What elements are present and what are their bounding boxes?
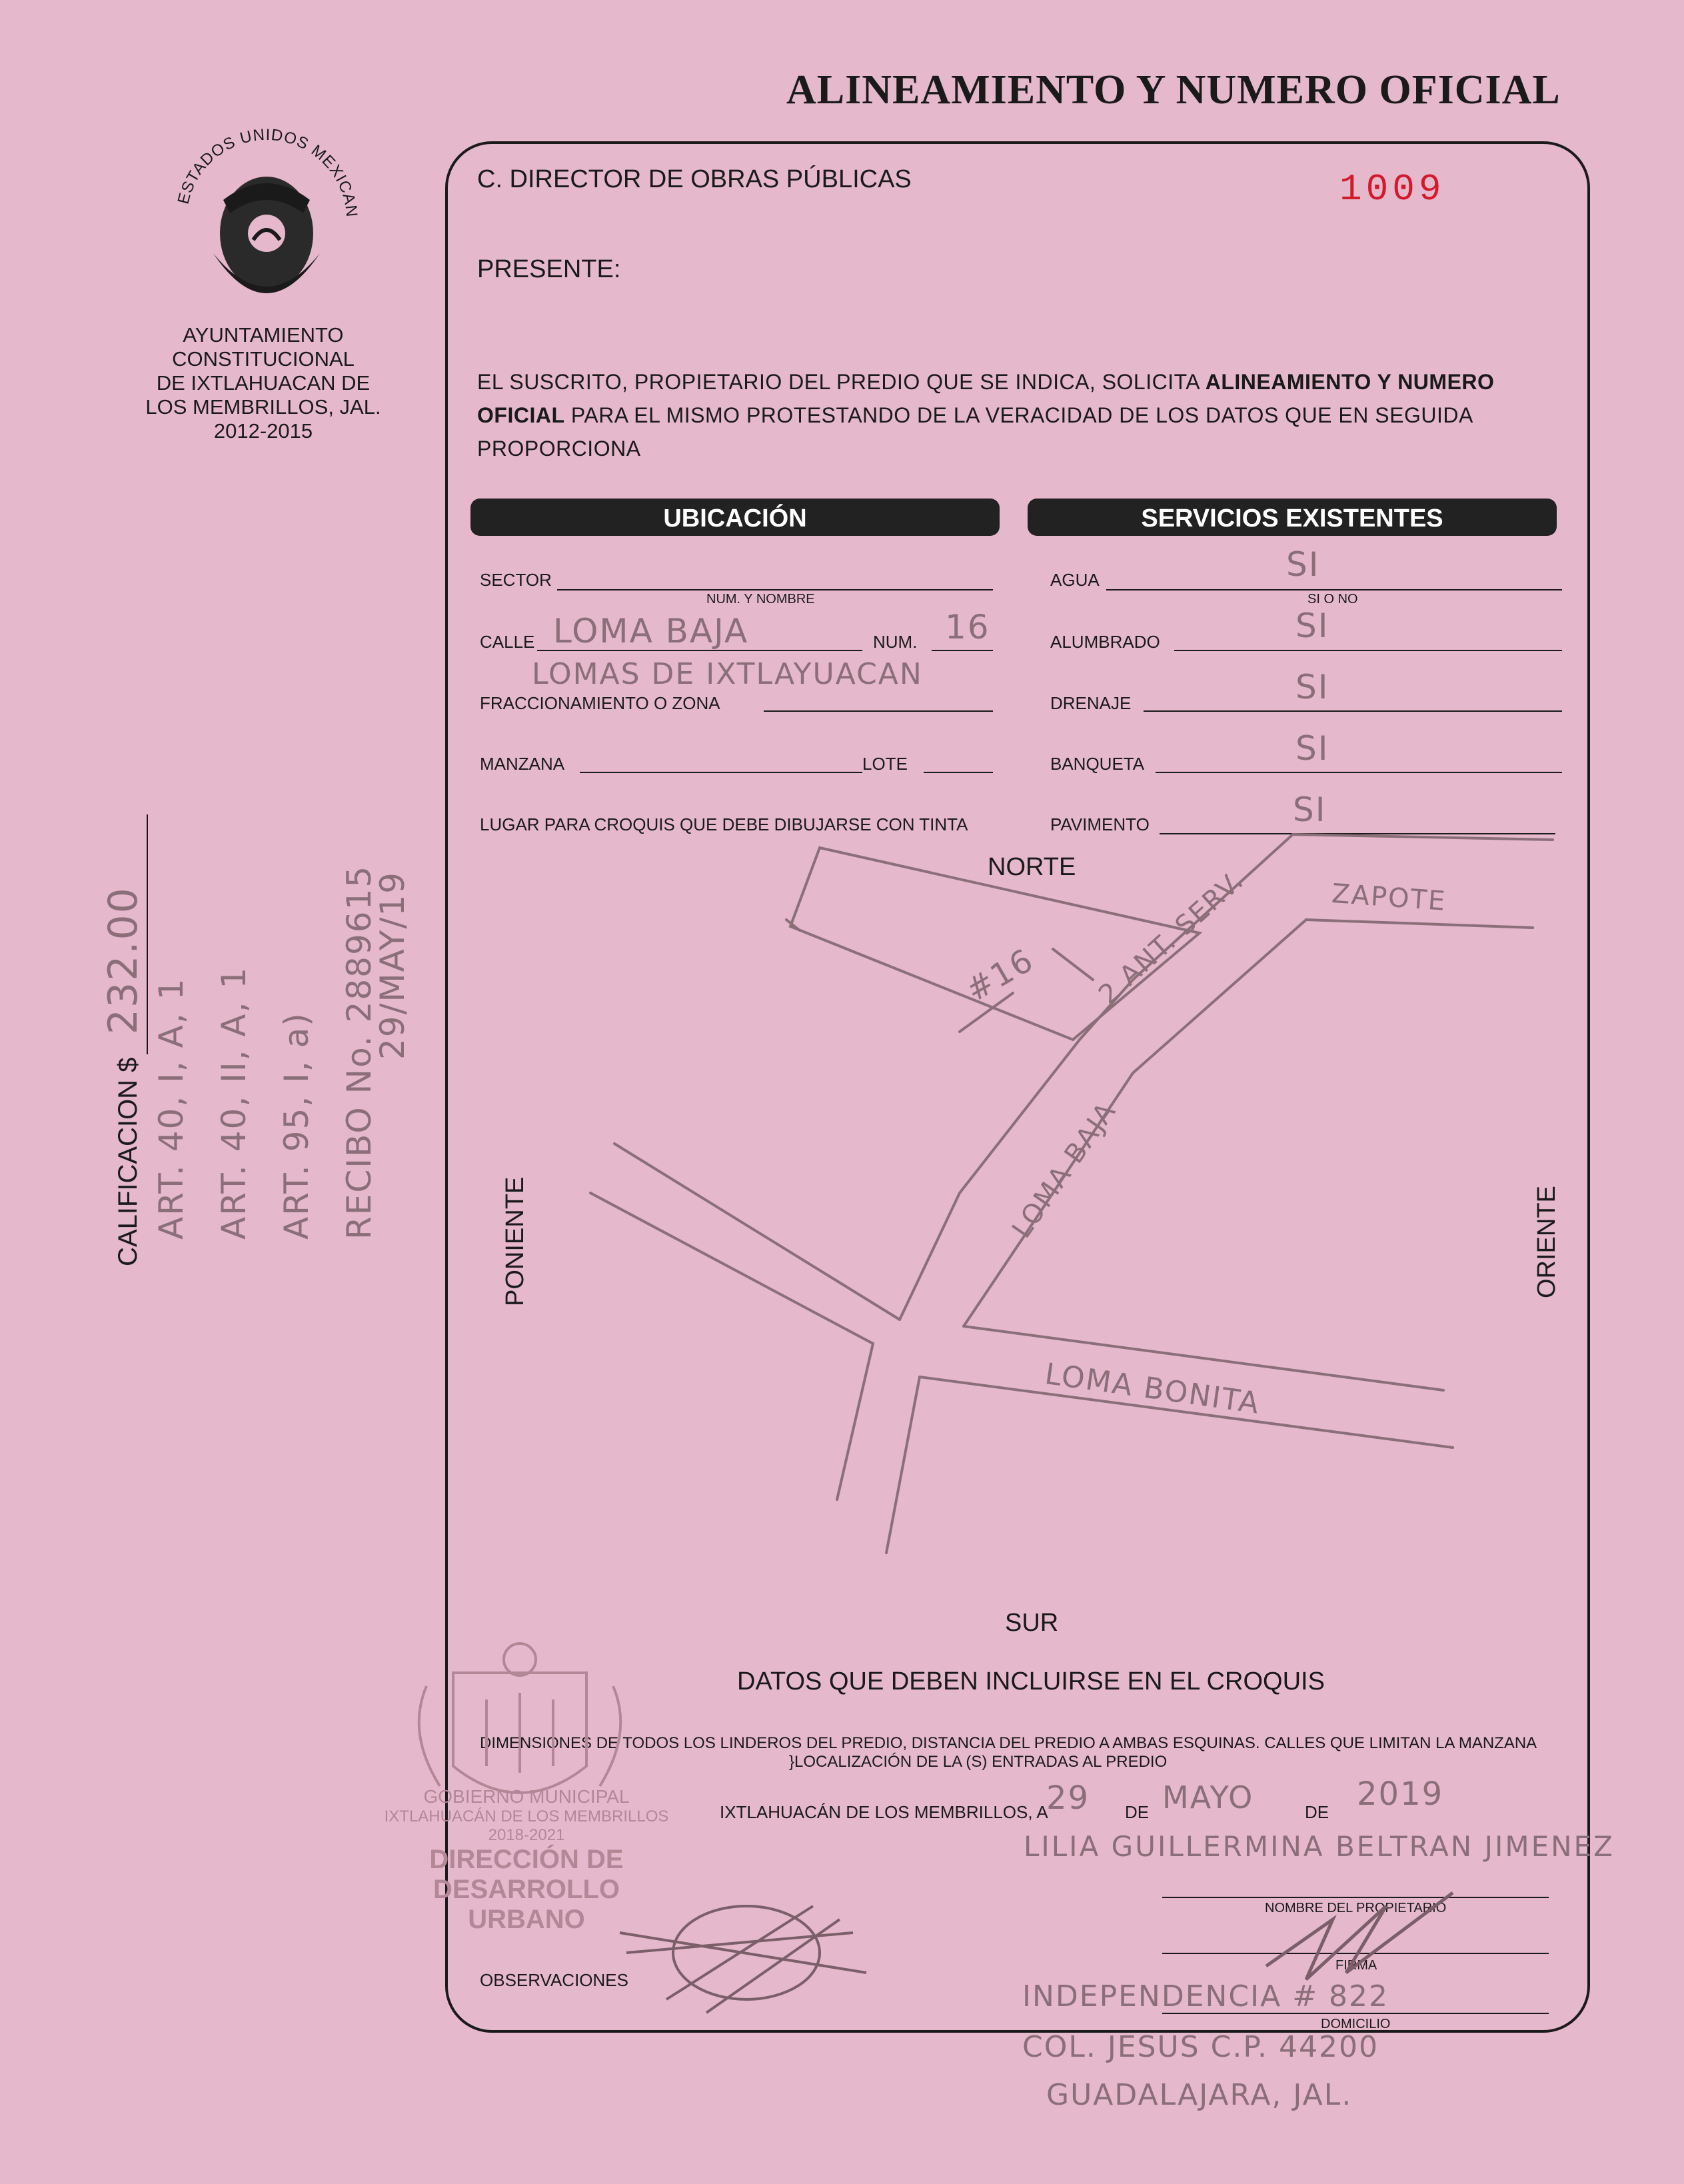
date-day: 29 (1046, 1779, 1090, 1817)
street-loma-baja: LOMA BAJA (1006, 1096, 1123, 1244)
ancho-note: 2 ANT. SERV. (1093, 864, 1250, 1011)
agua-value: SI (1286, 545, 1320, 584)
seal-line: DE IXTLAHUACAN DE (156, 371, 371, 395)
seal-line: 2012-2015 (213, 419, 313, 443)
date-de-1: DE (1125, 1802, 1150, 1822)
stamp-line-5: DESARROLLO (433, 1875, 620, 1904)
owner-name: LILIA GUILLERMINA BELTRAN JIMENEZ (1024, 1830, 1615, 1863)
stamp-line-6: URBANO (468, 1905, 585, 1934)
signature-label: FIRMA (1335, 1958, 1377, 1973)
fracc-label: FRACCIONAMIENTO O ZONA (480, 693, 720, 713)
note-line: RECIBO No. 2889615 (340, 864, 379, 1240)
address-line-2: COL. JESUS C.P. 44200 (1022, 2030, 1379, 2064)
west-branch-upper (614, 1144, 900, 1320)
para-a: EL SUSCRITO, PROPIETARIO DEL PREDIO QUE SE INDICA, SOLICITA (477, 370, 1206, 394)
greeting: PRESENTE: (477, 255, 621, 283)
banqueta-label: BANQUETA (1050, 754, 1145, 774)
lot-number: #16 (960, 941, 1040, 1010)
compass-oriente: ORIENTE (1533, 1186, 1561, 1298)
sector-label: SECTOR (480, 570, 552, 590)
calle-label: CALLE (480, 632, 535, 652)
instructions-line-1: DIMENSIONES DE TODOS LOS LINDEROS DEL PREDIO, DISTANCIA DEL PREDIO A AMBAS ESQUINAS. CALLES QUE LIMITAN LA MANZANA (480, 1734, 1537, 1752)
owner-name-label: NOMBRE DEL PROPIETARIO (1265, 1901, 1447, 1915)
date-year: 2019 (1357, 1775, 1444, 1813)
south-west (837, 1344, 873, 1500)
lote-label: LOTE (862, 754, 908, 774)
south-east (886, 1377, 920, 1553)
calificacion-amount: 232.00 (100, 814, 148, 1054)
seal-arc-text: ESTADOS UNIDOS MEXICAN (174, 125, 361, 219)
num-nombre-label: NUM. Y NOMBRE (706, 592, 815, 606)
zapote-lower (1306, 920, 1533, 928)
date-place: IXTLAHUACÁN DE LOS MEMBRILLOS, A (720, 1802, 1048, 1822)
servicios-heading: SERVICIOS EXISTENTES (1028, 499, 1557, 536)
para-b: ALINEAMIENTO Y NUMERO OFICIAL (477, 370, 1495, 427)
croquis-label: LUGAR PARA CROQUIS QUE DEBE DIBUJARSE CON TINTA (480, 814, 968, 834)
pavimento-value: SI (1293, 790, 1327, 829)
street-zapote: ZAPOTE (1330, 878, 1447, 917)
observaciones-label: OBSERVACIONES (480, 1970, 628, 1990)
banqueta-value: SI (1295, 729, 1329, 768)
seal-line: LOS MEMBRILLOS, JAL. (145, 395, 381, 419)
street-loma-bonita: LOMA BONITA (1042, 1357, 1262, 1421)
zapote-upper (1293, 834, 1553, 840)
document-title: ALINEAMIENTO Y NUMERO OFICIAL (786, 67, 1561, 113)
note-line: ART. 95, I, a) (277, 1012, 316, 1240)
note-line: 29/MAY/19 (373, 871, 412, 1060)
num-label: NUM. (873, 632, 918, 652)
alumbrado-value: SI (1295, 606, 1329, 645)
date-month: MAYO (1162, 1779, 1254, 1815)
date-de-2: DE (1305, 1802, 1329, 1822)
dim-cross (1053, 949, 1093, 980)
folio-number: 1009 (1339, 168, 1445, 211)
calificacion-note (140, 865, 391, 1240)
instructions-heading: DATOS QUE DEBEN INCLUIRSE EN EL CROQUIS (737, 1667, 1325, 1695)
compass-poniente: PONIENTE (501, 1176, 529, 1306)
compass-sur: SUR (1005, 1609, 1059, 1637)
stamp-line-4: DIRECCIÓN DE (429, 1845, 624, 1874)
manzana-label: MANZANA (480, 754, 565, 774)
si-no-label: SI O NO (1307, 592, 1358, 606)
pavimento-label: PAVIMENTO (1050, 814, 1150, 834)
drenaje-label: DRENAJE (1050, 693, 1132, 713)
instructions-line-2: }LOCALIZACIÓN DE LA (S) ENTRADAS AL PREDIO (789, 1753, 1168, 1771)
fracc-value: LOMAS DE IXTLAYUACAN (532, 657, 923, 691)
seal-line: CONSTITUCIONAL (172, 347, 355, 371)
agua-label: AGUA (1050, 570, 1100, 590)
address-line-1: INDEPENDENCIA # 822 (1022, 1979, 1389, 2013)
ubicacion-heading: UBICACIÓN (470, 499, 1000, 536)
addressee: C. DIRECTOR DE OBRAS PÚBLICAS (477, 165, 912, 193)
stamp-line-3: 2018-2021 (488, 1826, 565, 1844)
note-line: ART. 40, II, A, 1 (215, 966, 253, 1240)
seal-line: AYUNTAMIENTO (183, 323, 344, 347)
calificacion-label: CALIFICACION $ (113, 1057, 143, 1266)
note-line: ART. 40, I, A, 1 (152, 977, 191, 1240)
address-label: DOMICILIO (1321, 2017, 1391, 2031)
num-value: 16 (945, 608, 990, 646)
alumbrado-label: ALUMBRADO (1050, 632, 1160, 652)
calle-value: LOMA BAJA (553, 612, 749, 650)
lot-outline (790, 848, 1200, 1040)
para-c: PARA EL MISMO PROTESTANDO DE LA VERACIDAD DE LOS DATOS QUE EN SEGUIDA PROPORCIONA (477, 403, 1473, 461)
compass-norte: NORTE (988, 853, 1076, 881)
address-line (1162, 2013, 1549, 2014)
stamp-line-2: IXTLAHUACÁN DE LOS MEMBRILLOS (384, 1807, 669, 1825)
address-line-3: GUADALAJARA, JAL. (1046, 2078, 1353, 2112)
calificacion-date (373, 871, 412, 1060)
drenaje-value: SI (1295, 668, 1329, 706)
stamp-line-1: GOBIERNO MUNICIPAL (423, 1786, 630, 1807)
stamp-text (373, 1786, 680, 1935)
